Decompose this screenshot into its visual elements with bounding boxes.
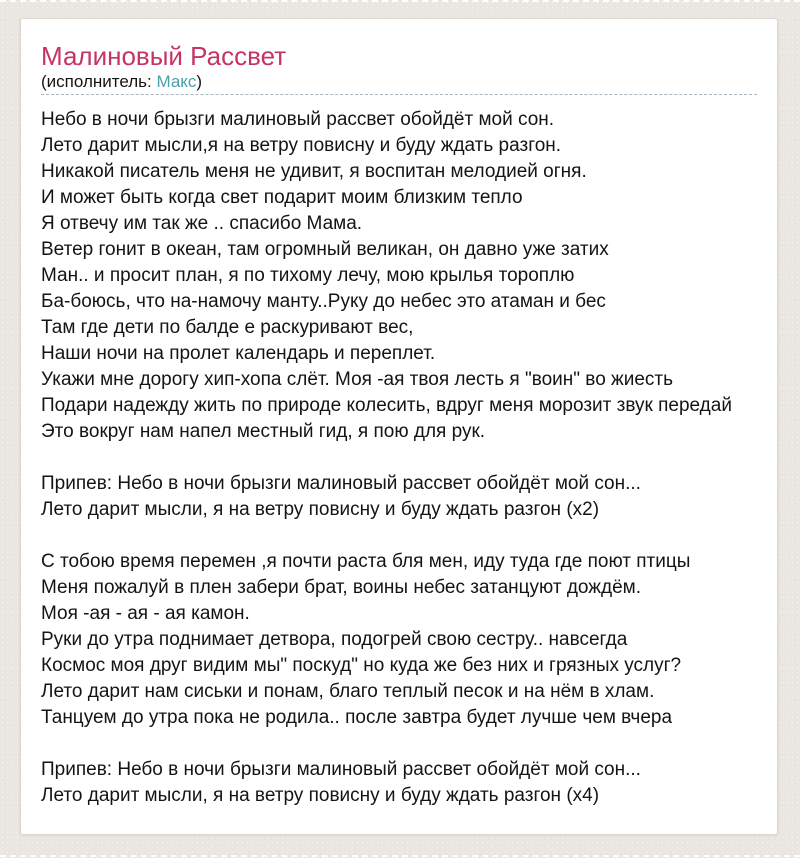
- lyrics-line: Лето дарит мысли, я на ветру повисну и буду ждать разгон (х4): [41, 785, 600, 806]
- artist-link[interactable]: Макс: [156, 72, 197, 91]
- artist-label-prefix: (исполнитель:: [41, 72, 152, 91]
- lyrics-line: Лето дарит нам сиськи и понам, благо теплый песок и на нём в хлам.: [41, 681, 655, 702]
- lyrics-line: Руки до утра поднимает детвора, подогрей свою сестру.. навсегда: [41, 629, 628, 650]
- lyrics-block: [41, 549, 757, 731]
- lyrics-line: Это вокруг нам напел местный гид, я пою для рук.: [41, 421, 486, 442]
- lyrics-line: И может быть когда свет подарит моим близким тепло: [41, 187, 523, 208]
- lyrics-line: Там где дети по балде е раскуривают вес,: [41, 317, 414, 338]
- page-top-dashed-edge: [0, 0, 800, 2]
- lyrics-line: Припев: Небо в ночи брызги малиновый рассвет обойдёт мой сон...: [41, 473, 641, 494]
- lyrics-line: Подари надежду жить по природе колесить, вдруг меня морозит звук передай: [41, 395, 732, 416]
- artist-label-suffix: ): [196, 72, 203, 91]
- lyrics-line: Меня пожалуй в плен забери брат, воины небес затанцуют дождём.: [41, 577, 641, 598]
- lyrics-line: Ман.. и просит план, я по тихому лечу, мою крылья тороплю: [41, 265, 575, 286]
- lyrics-line: С тобою время перемен ,я почти раста бля мен, иду туда где поют птицы: [41, 551, 691, 572]
- lyrics-block: [41, 107, 757, 445]
- lyrics-line: Я отвечу им так же .. спасибо Мама.: [41, 213, 363, 234]
- lyrics-card: [20, 18, 778, 835]
- lyrics-line: Космос моя друг видим мы" поскуд" но куда же без них и грязных услуг?: [41, 655, 682, 676]
- lyrics-line: Небо в ночи брызги малиновый рассвет обойдёт мой сон.: [41, 109, 555, 130]
- song-title: Малиновый Рассвет: [41, 41, 287, 71]
- lyrics-line: Лето дарит мысли,я на ветру повисну и буду ждать разгон.: [41, 135, 562, 156]
- lyrics: [41, 107, 757, 809]
- lyrics-block: [41, 757, 757, 809]
- artist-line: [41, 71, 757, 92]
- lyrics-line: Лето дарит мысли, я на ветру повисну и буду ждать разгон (х2): [41, 499, 600, 520]
- page-bottom-dashed-edge: [0, 855, 800, 857]
- lyrics-line: Ба-боюсь, что на-намочу манту..Руку до небес это атаман и бес: [41, 291, 606, 312]
- lyrics-line: Припев: Небо в ночи брызги малиновый рассвет обойдёт мой сон...: [41, 759, 641, 780]
- lyrics-line: Танцуем до утра пока не родила.. после завтра будет лучше чем вчера: [41, 707, 673, 728]
- lyrics-line: Никакой писатель меня не удивит, я воспитан мелодией огня.: [41, 161, 587, 182]
- dotted-separator: [41, 94, 757, 95]
- lyrics-line: Наши ночи на пролет календарь и переплет.: [41, 343, 436, 364]
- lyrics-line: Укажи мне дорогу хип-хопа слёт. Моя -ая твоя лесть я "воин" во жиесть: [41, 369, 674, 390]
- lyrics-line: Ветер гонит в океан, там огромный великан, он давно уже затих: [41, 239, 609, 260]
- lyrics-line: Моя -ая - ая - ая камон.: [41, 603, 250, 624]
- lyrics-block: [41, 471, 757, 523]
